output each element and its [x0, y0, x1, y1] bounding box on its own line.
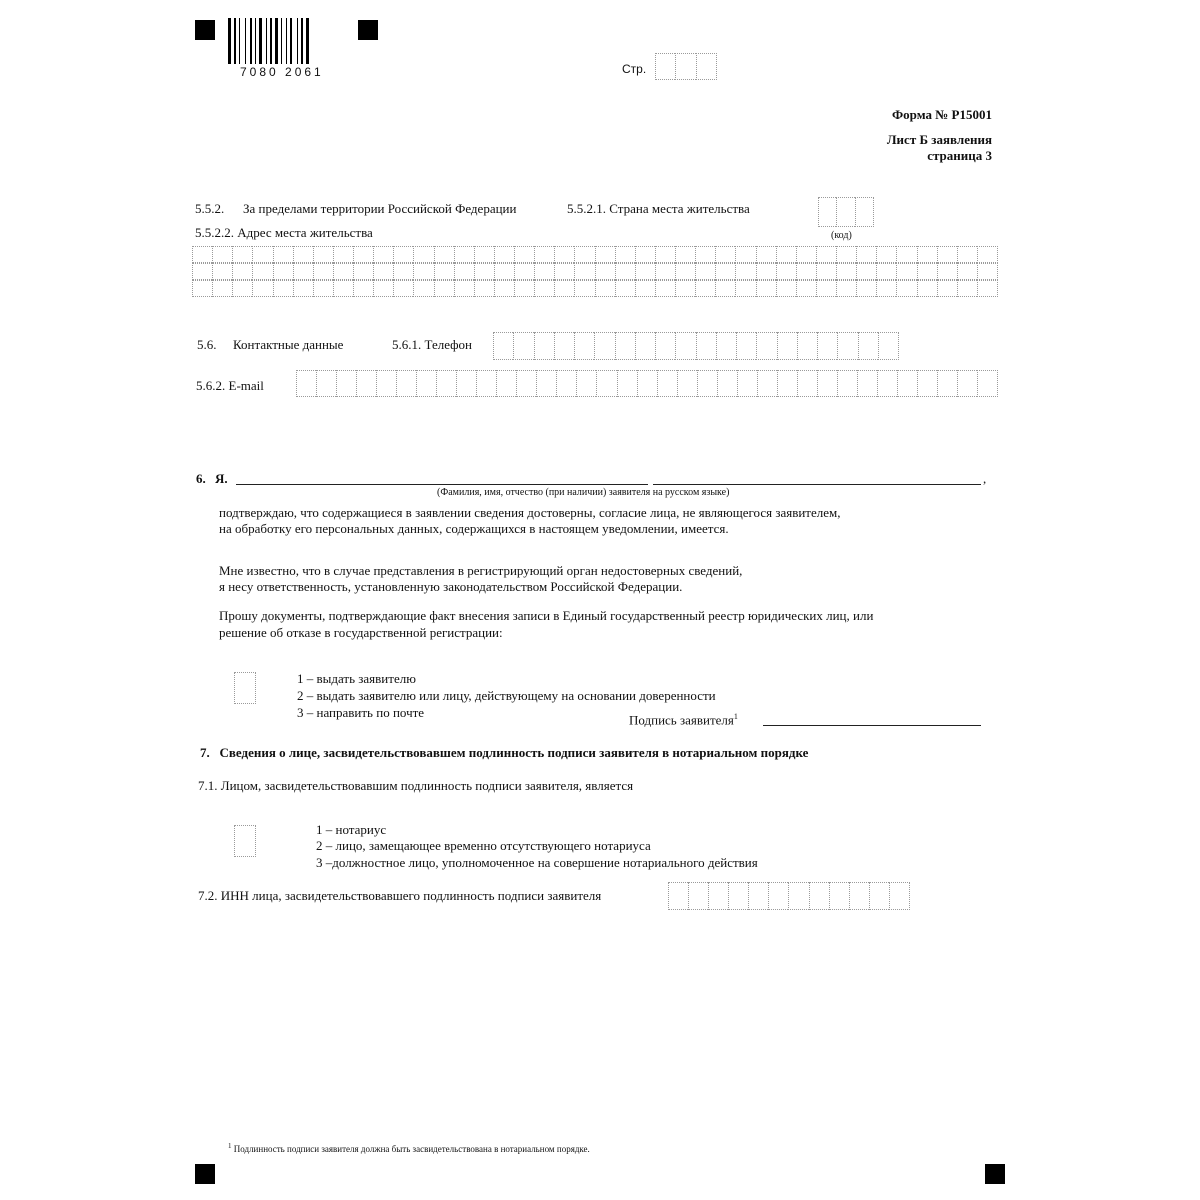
delivery-option-cell[interactable] — [234, 672, 256, 704]
input-cell[interactable] — [796, 263, 816, 280]
input-cell[interactable] — [876, 246, 896, 263]
input-cell[interactable] — [534, 246, 554, 263]
input-cell[interactable] — [353, 280, 373, 297]
input-cell[interactable] — [474, 246, 494, 263]
input-cell[interactable] — [232, 263, 252, 280]
input-cell[interactable] — [937, 280, 957, 297]
page-number-cells[interactable] — [655, 53, 717, 80]
section-7-2-question: 7.2. ИНН лица, засвидетельствовавшего подлинность подписи заявителя — [198, 888, 602, 903]
input-cell[interactable] — [836, 197, 854, 227]
input-cell[interactable] — [889, 882, 910, 910]
barcode-number: 7080 2061 — [240, 65, 324, 79]
input-cell[interactable] — [877, 370, 897, 397]
input-cell[interactable] — [717, 370, 737, 397]
input-cell[interactable] — [756, 280, 776, 297]
input-cell[interactable] — [316, 370, 336, 397]
section-7-title: 7. Сведения о лице, засвидетельствовавшем подлинность подписи заявителя в нотариальном порядке — [200, 745, 809, 760]
input-cell[interactable] — [777, 332, 797, 360]
sheet-label: Лист Б заявления — [886, 132, 992, 147]
input-cell[interactable] — [293, 263, 313, 280]
input-cell[interactable] — [576, 370, 596, 397]
input-cell[interactable] — [737, 370, 757, 397]
input-cell[interactable] — [373, 280, 393, 297]
input-cell[interactable] — [635, 332, 655, 360]
input-cell[interactable] — [232, 246, 252, 263]
input-cell[interactable] — [677, 370, 697, 397]
input-cell[interactable] — [876, 280, 896, 297]
input-cell[interactable] — [917, 280, 937, 297]
input-cell[interactable] — [937, 370, 957, 397]
applicant-name-line[interactable] — [236, 484, 648, 485]
footnote — [228, 1143, 590, 1154]
signature-footnote-ref: 1 — [733, 712, 738, 721]
email-label: 5.6.2. E-mail — [196, 378, 264, 393]
input-cell[interactable] — [917, 263, 937, 280]
input-cell[interactable] — [715, 263, 735, 280]
input-cell[interactable] — [574, 263, 594, 280]
address-cells-row-2[interactable] — [192, 263, 998, 280]
barcode-image — [228, 18, 340, 64]
input-cell[interactable] — [635, 263, 655, 280]
input-cell[interactable] — [635, 280, 655, 297]
section-5-6-number: 5.6. — [197, 337, 217, 352]
input-cell[interactable] — [657, 370, 677, 397]
input-cell[interactable] — [514, 280, 534, 297]
input-cell[interactable] — [393, 263, 413, 280]
applicant-name-line-2[interactable] — [653, 484, 981, 485]
input-cell[interactable] — [977, 263, 998, 280]
input-cell[interactable] — [855, 197, 874, 227]
input-cell[interactable] — [273, 280, 293, 297]
input-cell[interactable] — [856, 280, 876, 297]
input-cell[interactable] — [937, 263, 957, 280]
input-cell[interactable] — [514, 263, 534, 280]
input-cell[interactable] — [818, 197, 836, 227]
country-code-cells[interactable] — [818, 197, 874, 227]
input-cell[interactable] — [688, 882, 708, 910]
input-cell[interactable] — [252, 246, 272, 263]
input-cell[interactable] — [776, 263, 796, 280]
input-cell[interactable] — [474, 280, 494, 297]
input-cell[interactable] — [393, 246, 413, 263]
input-cell[interactable] — [777, 370, 797, 397]
input-cell[interactable] — [333, 246, 353, 263]
input-cell[interactable] — [696, 53, 717, 80]
input-cell[interactable] — [809, 882, 829, 910]
input-cell[interactable] — [856, 263, 876, 280]
input-cell[interactable] — [695, 263, 715, 280]
input-cell[interactable] — [776, 246, 796, 263]
input-cell[interactable] — [878, 332, 899, 360]
input-cell[interactable] — [697, 370, 717, 397]
input-cell[interactable] — [668, 882, 688, 910]
input-cell[interactable] — [696, 332, 716, 360]
input-cell[interactable] — [716, 332, 736, 360]
input-cell[interactable] — [896, 280, 916, 297]
applicant-name-comma: , — [983, 471, 987, 486]
input-cell[interactable] — [396, 370, 416, 397]
input-cell[interactable] — [858, 332, 878, 360]
input-cell[interactable] — [615, 332, 635, 360]
input-cell[interactable] — [416, 370, 436, 397]
input-cell[interactable] — [513, 332, 533, 360]
witness-option-cell[interactable] — [234, 825, 256, 857]
registration-marker-top-right — [358, 20, 378, 40]
input-cell[interactable] — [454, 246, 474, 263]
input-cell[interactable] — [554, 280, 574, 297]
input-cell[interactable] — [434, 246, 454, 263]
delivery-option-1: 1 – выдать заявителю — [297, 671, 416, 686]
input-cell[interactable] — [413, 263, 433, 280]
form-number: Форма № Р15001 — [892, 107, 992, 122]
input-cell[interactable] — [474, 263, 494, 280]
input-cell[interactable] — [436, 370, 456, 397]
input-cell[interactable] — [817, 370, 837, 397]
input-cell[interactable] — [675, 332, 695, 360]
input-cell[interactable] — [476, 370, 496, 397]
input-cell[interactable] — [456, 370, 476, 397]
input-cell[interactable] — [655, 53, 675, 80]
witness-option-3: 3 –должностное лицо, уполномоченное на совершение нотариального действия — [316, 855, 758, 870]
address-label: 5.5.2.2. Адрес места жительства — [195, 225, 373, 240]
section-6-number: 6. — [196, 471, 206, 486]
input-cell[interactable] — [816, 263, 836, 280]
input-cell[interactable] — [788, 882, 808, 910]
applicant-name-hint: (Фамилия, имя, отчество (при наличии) заявителя на русском языке) — [437, 487, 730, 498]
input-cell[interactable] — [313, 246, 333, 263]
country-code-hint: (код) — [831, 230, 852, 241]
witness-option-1: 1 – нотариус — [316, 822, 387, 837]
input-cell[interactable] — [534, 263, 554, 280]
input-cell[interactable] — [655, 280, 675, 297]
input-cell[interactable] — [957, 246, 977, 263]
input-cell[interactable] — [635, 246, 655, 263]
input-cell[interactable] — [736, 332, 756, 360]
input-cell[interactable] — [917, 246, 937, 263]
input-cell[interactable] — [313, 280, 333, 297]
input-cell[interactable] — [796, 280, 816, 297]
input-cell[interactable] — [675, 246, 695, 263]
liability-text-line-1: Мне известно, что в случае представления в регистрирующий орган недостоверных сведений, — [219, 563, 743, 578]
input-cell[interactable] — [313, 263, 333, 280]
input-cell[interactable] — [434, 280, 454, 297]
input-cell[interactable] — [897, 370, 917, 397]
input-cell[interactable] — [695, 280, 715, 297]
input-cell[interactable] — [957, 263, 977, 280]
input-cell[interactable] — [234, 825, 256, 857]
footnote-number: 1 — [228, 1142, 232, 1150]
input-cell[interactable] — [837, 370, 857, 397]
input-cell[interactable] — [514, 246, 534, 263]
input-cell[interactable] — [574, 280, 594, 297]
input-cell[interactable] — [273, 246, 293, 263]
input-cell[interactable] — [296, 370, 316, 397]
input-cell[interactable] — [596, 370, 616, 397]
input-cell[interactable] — [574, 332, 594, 360]
page-number-label: Стр. — [622, 62, 647, 76]
input-cell[interactable] — [232, 280, 252, 297]
input-cell[interactable] — [675, 53, 695, 80]
input-cell[interactable] — [353, 246, 373, 263]
input-cell[interactable] — [554, 263, 574, 280]
input-cell[interactable] — [829, 882, 849, 910]
input-cell[interactable] — [817, 332, 837, 360]
input-cell[interactable] — [376, 370, 396, 397]
input-cell[interactable] — [757, 370, 777, 397]
phone-label: 5.6.1. Телефон — [392, 337, 473, 352]
input-cell[interactable] — [192, 263, 212, 280]
input-cell[interactable] — [849, 882, 869, 910]
section-6-ya: Я. — [215, 471, 228, 486]
input-cell[interactable] — [212, 246, 232, 263]
input-cell[interactable] — [293, 280, 313, 297]
input-cell[interactable] — [454, 263, 474, 280]
input-cell[interactable] — [413, 280, 433, 297]
input-cell[interactable] — [516, 370, 536, 397]
input-cell[interactable] — [715, 280, 735, 297]
input-cell[interactable] — [536, 370, 556, 397]
input-cell[interactable] — [212, 280, 232, 297]
input-cell[interactable] — [837, 332, 857, 360]
input-cell[interactable] — [797, 370, 817, 397]
input-cell[interactable] — [273, 263, 293, 280]
input-cell[interactable] — [816, 246, 836, 263]
input-cell[interactable] — [556, 370, 576, 397]
address-cells-row-1[interactable] — [192, 246, 998, 263]
input-cell[interactable] — [756, 246, 776, 263]
section-7-1-question: 7.1. Лицом, засвидетельствовавшим подлинность подписи заявителя, является — [198, 778, 634, 793]
inn-cells[interactable] — [668, 882, 910, 910]
input-cell[interactable] — [675, 263, 695, 280]
input-cell[interactable] — [356, 370, 376, 397]
input-cell[interactable] — [594, 332, 614, 360]
input-cell[interactable] — [768, 882, 788, 910]
input-cell[interactable] — [333, 263, 353, 280]
registration-marker-bottom-left — [195, 1164, 215, 1184]
input-cell[interactable] — [896, 263, 916, 280]
input-cell[interactable] — [617, 370, 637, 397]
witness-option-2: 2 – лицо, замещающее временно отсутствующего нотариуса — [316, 838, 651, 853]
input-cell[interactable] — [234, 672, 256, 704]
page-label: страница 3 — [927, 148, 992, 163]
input-cell[interactable] — [595, 263, 615, 280]
input-cell[interactable] — [293, 246, 313, 263]
input-cell[interactable] — [655, 263, 675, 280]
input-cell[interactable] — [675, 280, 695, 297]
signature-label — [629, 713, 738, 726]
input-cell[interactable] — [595, 246, 615, 263]
input-cell[interactable] — [494, 280, 514, 297]
input-cell[interactable] — [796, 246, 816, 263]
input-cell[interactable] — [434, 263, 454, 280]
input-cell[interactable] — [252, 263, 272, 280]
input-cell[interactable] — [615, 280, 635, 297]
input-cell[interactable] — [836, 263, 856, 280]
input-cell[interactable] — [708, 882, 728, 910]
input-cell[interactable] — [333, 280, 353, 297]
input-cell[interactable] — [493, 332, 513, 360]
input-cell[interactable] — [212, 263, 232, 280]
input-cell[interactable] — [353, 263, 373, 280]
input-cell[interactable] — [715, 246, 735, 263]
input-cell[interactable] — [534, 280, 554, 297]
input-cell[interactable] — [655, 332, 675, 360]
input-cell[interactable] — [756, 263, 776, 280]
email-cells[interactable] — [296, 370, 998, 397]
input-cell[interactable] — [336, 370, 356, 397]
input-cell[interactable] — [756, 332, 776, 360]
input-cell[interactable] — [534, 332, 554, 360]
input-cell[interactable] — [192, 246, 212, 263]
input-cell[interactable] — [977, 370, 998, 397]
input-cell[interactable] — [937, 246, 957, 263]
input-cell[interactable] — [373, 263, 393, 280]
registration-marker-top-left — [195, 20, 215, 40]
request-text-line-2: решение об отказе в государственной регистрации: — [219, 625, 503, 640]
input-cell[interactable] — [494, 246, 514, 263]
input-cell[interactable] — [655, 246, 675, 263]
input-cell[interactable] — [869, 882, 889, 910]
input-cell[interactable] — [373, 246, 393, 263]
input-cell[interactable] — [876, 263, 896, 280]
input-cell[interactable] — [494, 263, 514, 280]
phone-cells[interactable] — [493, 332, 899, 360]
input-cell[interactable] — [896, 246, 916, 263]
input-cell[interactable] — [413, 246, 433, 263]
input-cell[interactable] — [554, 332, 574, 360]
input-cell[interactable] — [735, 263, 755, 280]
input-cell[interactable] — [695, 246, 715, 263]
input-cell[interactable] — [615, 246, 635, 263]
input-cell[interactable] — [816, 280, 836, 297]
input-cell[interactable] — [836, 246, 856, 263]
input-cell[interactable] — [393, 280, 413, 297]
footnote-text: Подлинность подписи заявителя должна быть засвидетельствована в нотариальном порядке. — [233, 1144, 590, 1154]
input-cell[interactable] — [192, 280, 212, 297]
input-cell[interactable] — [776, 280, 796, 297]
input-cell[interactable] — [615, 263, 635, 280]
input-cell[interactable] — [977, 280, 998, 297]
delivery-option-3: 3 – направить по почте — [297, 705, 425, 720]
registration-marker-bottom-right — [985, 1164, 1005, 1184]
contacts-label: Контактные данные — [233, 337, 344, 352]
input-cell[interactable] — [554, 246, 574, 263]
section-5-5-2-label: За пределами территории Российской Федерации — [243, 201, 517, 216]
address-cells-row-3[interactable] — [192, 280, 998, 297]
input-cell[interactable] — [957, 280, 977, 297]
input-cell[interactable] — [496, 370, 516, 397]
input-cell[interactable] — [977, 246, 998, 263]
section-5-5-2-number: 5.5.2. — [195, 201, 225, 216]
consent-text-line-1: подтверждаю, что содержащиеся в заявлении сведения достоверны, согласие лица, не являющегося заявителем, — [219, 505, 841, 520]
input-cell[interactable] — [836, 280, 856, 297]
delivery-option-2: 2 – выдать заявителю или лицу, действующему на основании доверенности — [297, 688, 716, 703]
input-cell[interactable] — [856, 246, 876, 263]
input-cell[interactable] — [735, 246, 755, 263]
input-cell[interactable] — [917, 370, 937, 397]
input-cell[interactable] — [574, 246, 594, 263]
signature-label-text: Подпись заявителя — [629, 712, 734, 728]
input-cell[interactable] — [748, 882, 768, 910]
input-cell[interactable] — [797, 332, 817, 360]
input-cell[interactable] — [857, 370, 877, 397]
consent-text-line-2: на обработку его персональных данных, содержащихся в настоящем уведомлении, имеется. — [219, 521, 729, 536]
input-cell[interactable] — [957, 370, 977, 397]
input-cell[interactable] — [735, 280, 755, 297]
country-label: 5.5.2.1. Страна места жительства — [567, 201, 750, 216]
input-cell[interactable] — [252, 280, 272, 297]
liability-text-line-2: я несу ответственность, установленную законодательством Российской Федерации. — [219, 579, 683, 594]
input-cell[interactable] — [454, 280, 474, 297]
input-cell[interactable] — [595, 280, 615, 297]
input-cell[interactable] — [728, 882, 748, 910]
input-cell[interactable] — [637, 370, 657, 397]
request-text-line-1: Прошу документы, подтверждающие факт внесения записи в Единый государственный реестр юридических лиц, или — [219, 608, 874, 623]
signature-line[interactable] — [763, 725, 981, 726]
